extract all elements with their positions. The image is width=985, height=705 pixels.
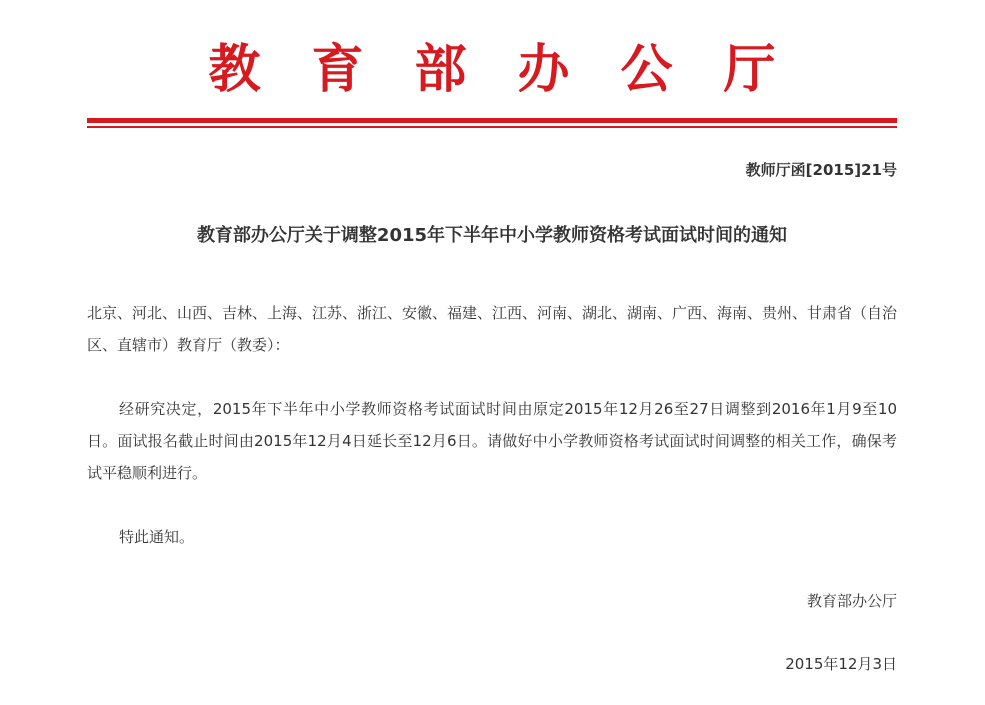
masthead-divider-thick (87, 118, 897, 123)
document-number: 教师厅函[2015]21号 (745, 161, 897, 179)
issuer-signature: 教育部办公厅 (806, 592, 897, 610)
closing-line: 特此通知。 (119, 528, 195, 546)
masthead-divider-thin (87, 126, 897, 128)
masthead-title: 教育部办公厅 (208, 39, 827, 100)
issue-date: 2015年12月3日 (785, 655, 897, 673)
addressee-paragraph: 北京、河北、山西、吉林、上海、江苏、浙江、安徽、福建、江西、河南、湖北、湖南、广西、海南、贵州、甘肃省（自治区、直辖市）教育厅（教委）： (87, 304, 898, 354)
body-paragraph: 经研究决定，2015年下半年中小学教师资格考试面试时间由原定2015年12月26至27日调整到2016年1月9至10日。面试报名截止时间由2015年12月4日延长至12月6日。请做好中小学教师资格考试面试时间调整的相关工作，确保考试平稳顺利进行。 (87, 400, 897, 482)
document-page (87, 0, 897, 705)
notice-title: 教育部办公厅关于调整2015年下半年中小学教师资格考试面试时间的通知 (196, 225, 788, 246)
